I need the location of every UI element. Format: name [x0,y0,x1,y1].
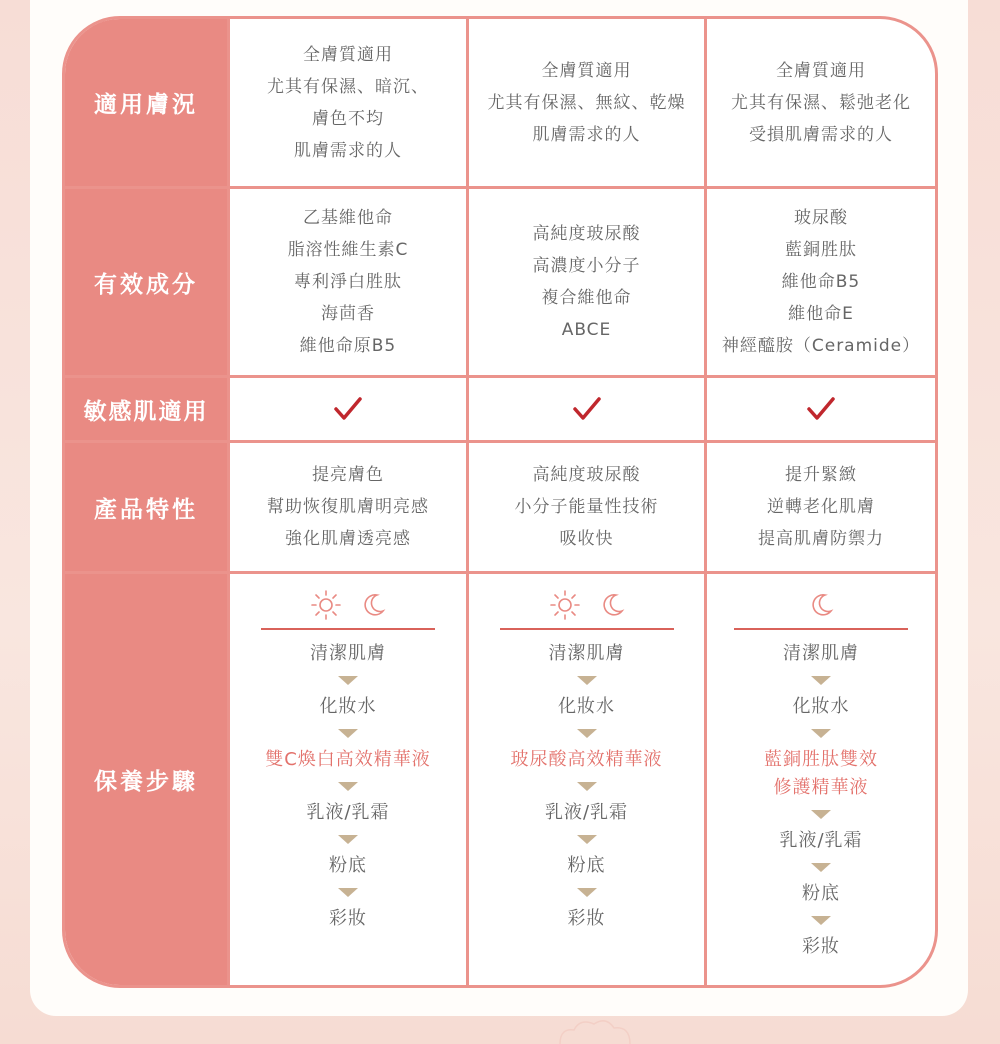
row-header-routine: 保養步驟 [65,574,227,985]
sun-icon [549,589,581,621]
sun-icon [310,589,342,621]
cell-routine-2 [469,574,704,985]
text-line: 複合維他命 [541,288,632,308]
step-label: 彩妝 [567,908,606,929]
step-label: 化妝水 [558,696,615,717]
cell-skin-2 [469,19,704,186]
text-line: 維他命原B5 [299,336,397,356]
check-icon [469,378,704,440]
text-line: 專利淨白胜肽 [294,272,402,292]
grid-line [704,19,707,988]
step-label: 粉底 [329,855,367,876]
divider [500,628,674,630]
step-label: 乳液/乳霜 [779,830,863,851]
grid-line [227,19,230,988]
text-line: 強化肌膚透亮感 [285,529,411,549]
arrow-down-icon [577,676,597,685]
text-line: 逆轉老化肌膚 [767,497,875,517]
step-label-serum: 修護精華液 [773,777,869,798]
step-label: 化妝水 [319,696,377,717]
text-line: 藍銅胜肽 [785,240,857,260]
text-line: 尤其有保濕、鬆弛老化 [731,92,911,113]
cell-ingredients-1 [230,189,466,375]
text-line: 玻尿酸 [794,208,848,228]
text-line: 全膚質適用 [541,60,632,81]
step-label: 清潔肌膚 [310,643,386,664]
step-label: 清潔肌膚 [548,643,625,664]
text-line: 維他命B5 [781,272,861,292]
arrow-down-icon [811,810,831,819]
arrow-down-icon [577,729,597,738]
text-line: 神經醯胺（Ceramide） [721,336,921,356]
text-line: 全膚質適用 [776,60,866,81]
cell-features-3 [707,443,935,571]
text-line: 小分子能量性技術 [514,497,659,517]
check-icon [707,378,935,440]
cloud-decoration-icon [540,1018,650,1044]
arrow-down-icon [811,916,831,925]
text-line: 提高肌膚防禦力 [758,529,884,549]
arrow-down-icon [338,782,358,791]
day-night-icons [310,588,386,622]
step-label: 粉底 [567,855,606,876]
arrow-down-icon [811,863,831,872]
check-icon [230,378,466,440]
arrow-down-icon [577,835,597,844]
row-ingredients [65,189,935,375]
text-line: 肌膚需求的人 [532,124,641,145]
arrow-down-icon [577,782,597,791]
step-label-serum: 玻尿酸高效精華液 [510,749,663,770]
step-label: 彩妝 [802,936,840,957]
cell-ingredients-2 [469,189,704,375]
text-line: 膚色不均 [312,108,384,129]
text-line: 尤其有保濕、暗沉、 [267,76,429,97]
text-line: 幫助恢復肌膚明亮感 [267,497,429,517]
night-icons [808,588,834,622]
row-header-sensitive: 敏感肌適用 [65,378,227,440]
arrow-down-icon [811,676,831,685]
row-routine [65,574,935,985]
step-label: 彩妝 [329,908,367,929]
cell-features-2 [469,443,704,571]
row-header-features: 產品特性 [65,443,227,571]
arrow-down-icon [338,835,358,844]
row-features [65,443,935,571]
arrow-down-icon [338,888,358,897]
text-line: 提升緊緻 [785,465,857,485]
row-sensitive [65,378,935,440]
text-line: 海茴香 [321,304,375,324]
divider [734,628,908,630]
grid-line [65,571,938,574]
text-line: 尤其有保濕、無紋、乾燥 [487,92,686,113]
step-label: 乳液/乳霜 [544,802,629,823]
arrow-down-icon [338,676,358,685]
text-line: 吸收快 [559,529,614,549]
text-line: 高濃度小分子 [532,256,641,276]
step-label-serum: 雙C煥白高效精華液 [265,749,431,770]
row-header-skin: 適用膚況 [65,19,227,186]
cell-features-1 [230,443,466,571]
grid-line [65,440,938,443]
day-night-icons [549,588,625,622]
moon-icon [599,592,625,618]
row-header-ingredients: 有效成分 [65,189,227,375]
text-line: 高純度玻尿酸 [532,465,641,485]
cell-skin-1 [230,19,466,186]
text-line: 提亮膚色 [312,465,384,485]
arrow-down-icon [338,729,358,738]
cell-routine-1 [230,574,466,985]
row-skin [65,19,935,186]
step-label-serum: 藍銅胜肽雙效 [764,749,878,770]
cell-ingredients-3 [707,189,935,375]
text-line: ABCE [561,320,612,340]
arrow-down-icon [811,729,831,738]
divider [261,628,435,630]
step-label: 化妝水 [792,696,850,717]
grid-line [65,375,938,378]
moon-icon [808,592,834,618]
text-line: 乙基維他命 [303,208,393,228]
step-label: 乳液/乳霜 [306,802,390,823]
text-line: 高純度玻尿酸 [532,224,641,244]
text-line: 全膚質適用 [303,44,393,65]
grid-line [466,19,469,988]
text-line: 脂溶性維生素C [287,240,409,260]
comparison-table [62,16,938,988]
arrow-down-icon [577,888,597,897]
step-label: 清潔肌膚 [783,643,859,664]
text-line: 維他命E [788,304,854,324]
moon-icon [360,592,386,618]
grid-line [65,186,938,189]
step-label: 粉底 [802,883,840,904]
text-line: 受損肌膚需求的人 [749,124,893,145]
text-line: 肌膚需求的人 [294,140,402,161]
cell-skin-3 [707,19,935,186]
cell-routine-3 [707,574,935,985]
